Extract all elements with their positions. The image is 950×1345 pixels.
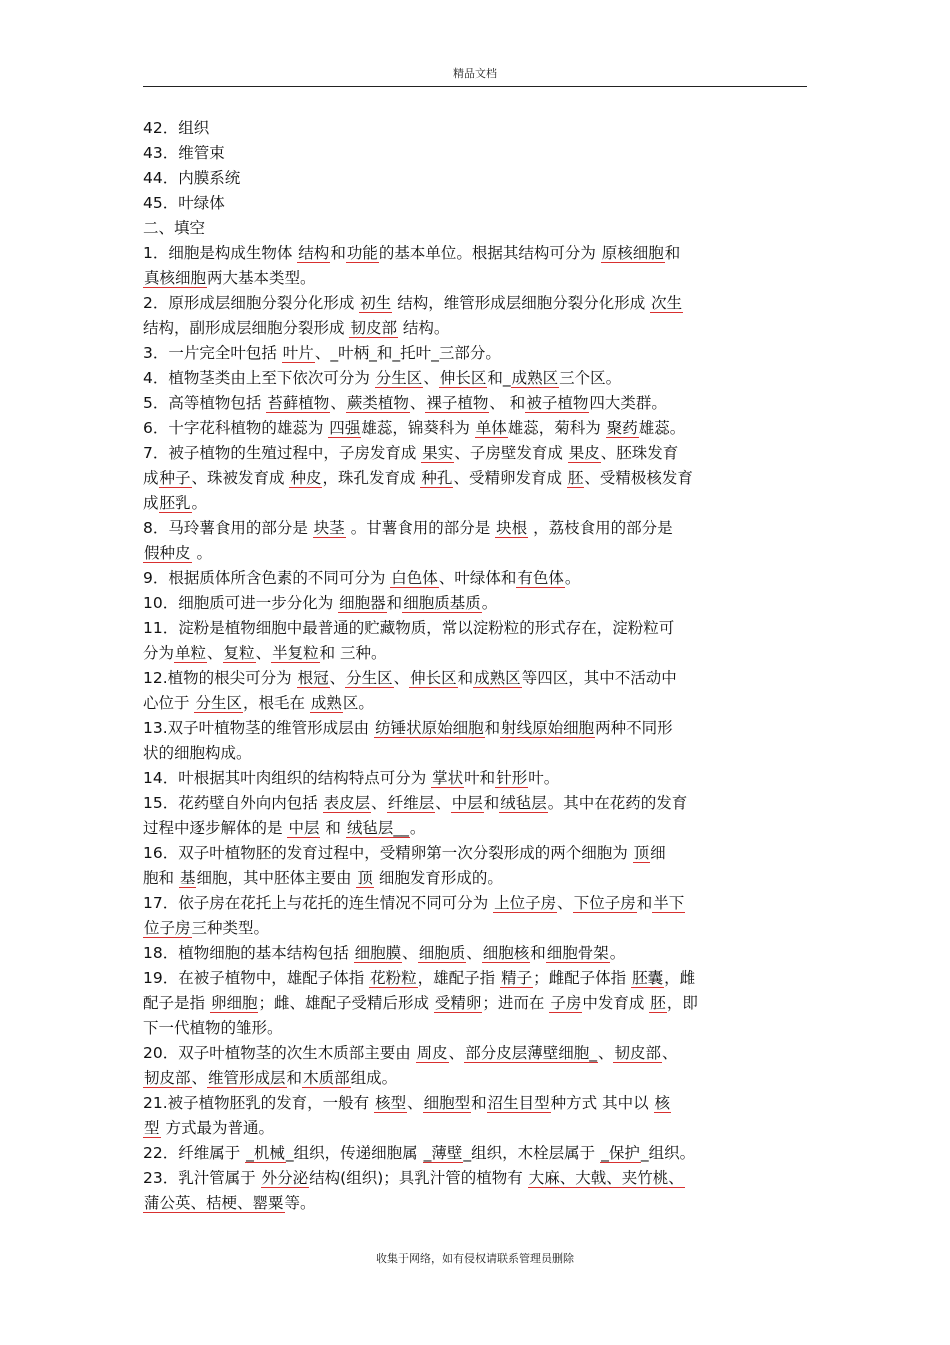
answer-blank: 种皮 bbox=[290, 469, 322, 487]
answer-blank: 初生 bbox=[360, 294, 392, 312]
text-segment: 成 bbox=[143, 494, 159, 512]
text-segment: 。 bbox=[409, 819, 426, 837]
text-line bbox=[143, 716, 803, 741]
answer-blank: 裸子植物 bbox=[426, 394, 489, 412]
text-segment: 、 bbox=[402, 944, 418, 962]
text-segment: 、胚珠发育 bbox=[600, 444, 679, 462]
text-line bbox=[143, 366, 803, 391]
text-segment: 细 bbox=[650, 844, 666, 862]
answer-blank: 子房 bbox=[550, 994, 582, 1012]
answer-blank: 被子植物 bbox=[526, 394, 589, 412]
text-segment: 、受精卵发育成 bbox=[453, 469, 567, 487]
text-line bbox=[143, 616, 803, 641]
text-segment: 和 bbox=[386, 594, 403, 612]
text-segment: 。 bbox=[564, 569, 581, 587]
answer-blank: 胚 bbox=[567, 469, 584, 487]
text-segment: 、 bbox=[393, 669, 410, 687]
answer-blank: 韧皮部 bbox=[614, 1044, 661, 1062]
text-segment: 3．一片完全叶包括 bbox=[143, 344, 282, 362]
text-segment: 过程中逐步解体的是 bbox=[143, 819, 288, 837]
text-segment: 22．纤维属于 bbox=[143, 1144, 246, 1162]
text-line bbox=[143, 666, 803, 691]
text-segment: 7．被子植物的生殖过程中，子房发育成 bbox=[143, 444, 422, 462]
text-line bbox=[143, 141, 803, 166]
answer-blank: 苔藓植物 bbox=[267, 394, 330, 412]
answer-blank: 周皮 bbox=[416, 1044, 448, 1062]
answer-blank: 真核细胞 bbox=[144, 269, 207, 287]
answer-blank: 块茎 bbox=[313, 519, 345, 537]
text-segment: 17．依子房在花托上与花托的连生情况不同可分为 bbox=[143, 894, 494, 912]
answer-blank: 部分皮层薄壁细胞_ bbox=[465, 1044, 597, 1062]
text-line bbox=[143, 291, 803, 316]
answer-blank: 射线原始细胞 bbox=[501, 719, 595, 737]
text-line bbox=[143, 591, 803, 616]
text-segment: 。其中在花药的发育 bbox=[547, 794, 688, 812]
text-line bbox=[143, 241, 803, 266]
text-segment: 和 bbox=[286, 1069, 303, 1087]
text-segment: 、受精极核发育 bbox=[584, 469, 693, 487]
text-segment: 雄蕊，菊科为 bbox=[507, 419, 606, 437]
text-segment: 配子是指 bbox=[143, 994, 210, 1012]
text-segment: 。 bbox=[191, 544, 212, 562]
text-segment: 、 bbox=[207, 644, 223, 662]
text-segment: 两种不同形 bbox=[595, 719, 673, 737]
answer-blank: 细胞骨架 bbox=[546, 944, 609, 962]
text-segment: 14．叶根据其叶肉组织的结构特点可分为 bbox=[143, 769, 432, 787]
text-segment: 、 bbox=[191, 1069, 208, 1087]
answer-blank: 纤维层 bbox=[387, 794, 435, 812]
text-segment: 1．细胞是构成生物体 bbox=[143, 244, 298, 262]
text-segment: 2．原形成层细胞分裂分化形成 bbox=[143, 294, 360, 312]
answer-blank: 细胞核 bbox=[482, 944, 530, 962]
text-segment: 四大类群。 bbox=[589, 394, 667, 412]
text-segment: 4．植物茎类由上至下依次可分为 bbox=[143, 369, 375, 387]
answer-blank: 有色体 bbox=[517, 569, 564, 587]
text-segment: 、 bbox=[423, 369, 439, 387]
text-segment: 、 bbox=[409, 394, 426, 412]
text-segment: 和 bbox=[471, 1094, 487, 1112]
answer-blank: 绒毡层 bbox=[500, 794, 547, 812]
text-line bbox=[143, 866, 803, 891]
text-segment: _组织。 bbox=[640, 1144, 696, 1162]
text-line bbox=[143, 791, 803, 816]
text-segment: ，雌 bbox=[664, 969, 696, 987]
text-segment: 43．维管束 bbox=[143, 144, 225, 162]
answer-blank: 复粒 bbox=[223, 644, 255, 662]
answer-blank: 中层 bbox=[451, 794, 483, 812]
text-segment: 12.植物的根尖可分为 bbox=[143, 669, 297, 687]
text-segment: ，雄配子指 bbox=[417, 969, 501, 987]
text-segment: 23．乳汁管属于 bbox=[143, 1169, 261, 1187]
text-segment: 42．组织 bbox=[143, 119, 210, 137]
text-segment: 中发育成 bbox=[582, 994, 650, 1012]
text-line bbox=[143, 766, 803, 791]
answer-blank: 伸长区 bbox=[439, 369, 487, 387]
text-segment: 叶。 bbox=[528, 769, 560, 787]
answer-blank: 细胞器 bbox=[339, 594, 386, 612]
text-segment: 和_ bbox=[487, 369, 511, 387]
answer-blank: 纺锤状原始细胞 bbox=[375, 719, 484, 737]
text-segment: 。甘薯食用的部分是 bbox=[345, 519, 496, 537]
text-segment: 45．叶绿体 bbox=[143, 194, 225, 212]
answer-blank: 果实 bbox=[422, 444, 454, 462]
answer-blank: 细胞质基质 bbox=[403, 594, 481, 612]
text-line bbox=[143, 741, 803, 766]
text-line bbox=[143, 441, 803, 466]
answer-blank: 细胞质 bbox=[418, 944, 466, 962]
text-segment: 10．细胞质可进一步分化为 bbox=[143, 594, 339, 612]
text-segment: 、 bbox=[407, 1094, 423, 1112]
text-line bbox=[143, 191, 803, 216]
text-line bbox=[143, 416, 803, 441]
text-segment: 、 bbox=[466, 944, 482, 962]
text-line bbox=[143, 341, 803, 366]
text-segment: 和 bbox=[330, 244, 346, 262]
answer-blank: 花粉粒 bbox=[370, 969, 417, 987]
answer-blank: 聚药 bbox=[606, 419, 638, 437]
text-segment: 19．在被子植物中，雄配子体指 bbox=[143, 969, 370, 987]
text-segment: 叶和 bbox=[464, 769, 496, 787]
text-segment: 二、填空 bbox=[143, 219, 206, 237]
text-line bbox=[143, 816, 803, 841]
text-segment: 5．高等植物包括 bbox=[143, 394, 267, 412]
text-line bbox=[143, 1141, 803, 1166]
text-line bbox=[143, 391, 803, 416]
text-line bbox=[143, 916, 803, 941]
text-segment: 结构(组织)；具乳汁管的植物有 bbox=[309, 1169, 528, 1187]
answer-blank: 核 bbox=[654, 1094, 671, 1112]
text-segment: 、 bbox=[661, 1044, 678, 1062]
text-segment: 8．马玲薯食用的部分是 bbox=[143, 519, 313, 537]
answer-blank: 白色体 bbox=[391, 569, 438, 587]
answer-blank: 针形 bbox=[496, 769, 528, 787]
answer-blank: 韧皮部 bbox=[144, 1069, 191, 1087]
text-line bbox=[143, 516, 803, 541]
text-segment: 21.被子植物胚乳的发育，一般有 bbox=[143, 1094, 375, 1112]
text-segment: 9．根据质体所含色素的不同可分为 bbox=[143, 569, 391, 587]
text-segment: ，即 bbox=[666, 994, 698, 1012]
answer-blank: 表皮层 bbox=[323, 794, 371, 812]
text-segment: 细胞发育形成的。 bbox=[373, 869, 503, 887]
text-line bbox=[143, 116, 803, 141]
text-segment: 种方式 其中以 bbox=[550, 1094, 654, 1112]
text-segment: 、 bbox=[255, 644, 272, 662]
answer-blank: 下位子房 bbox=[573, 894, 636, 912]
answer-blank: 蒲公英、桔梗、罂粟 bbox=[144, 1194, 284, 1212]
answer-blank: 分生区 bbox=[375, 369, 423, 387]
text-line bbox=[143, 316, 803, 341]
text-segment: ，珠孔发育成 bbox=[322, 469, 421, 487]
answer-blank: 次生 bbox=[651, 294, 683, 312]
text-segment: 16．双子叶植物胚的发育过程中，受精卵第一次分裂形成的两个细胞为 bbox=[143, 844, 633, 862]
answer-blank: 成熟区 bbox=[511, 369, 559, 387]
text-segment: ；进而在 bbox=[482, 994, 550, 1012]
text-segment: 胞和 bbox=[143, 869, 179, 887]
text-line bbox=[143, 1191, 803, 1216]
answer-blank: _机械 bbox=[246, 1144, 285, 1162]
text-segment: 、 bbox=[448, 1044, 465, 1062]
text-segment: 两大基本类型。 bbox=[207, 269, 316, 287]
answer-blank: 胚乳 bbox=[159, 494, 191, 512]
text-line bbox=[143, 941, 803, 966]
text-segment: 细胞，其中胚体主要由 bbox=[196, 869, 357, 887]
answer-blank: 伸长区 bbox=[410, 669, 457, 687]
text-segment: 成 bbox=[143, 469, 159, 487]
text-segment: 方式最为普通。 bbox=[160, 1119, 274, 1137]
text-segment: 、_叶柄_和_托叶_三部分。 bbox=[314, 344, 501, 362]
text-segment: 、珠被发育成 bbox=[191, 469, 290, 487]
text-segment: _组织，传递细胞属 bbox=[285, 1144, 423, 1162]
text-segment: 分为 bbox=[143, 644, 175, 662]
text-segment: 、 bbox=[597, 1044, 614, 1062]
answer-blank: 绒毡层__ bbox=[346, 819, 409, 837]
text-segment: 15．花药壁自外向内包括 bbox=[143, 794, 323, 812]
text-segment: 区。 bbox=[342, 694, 374, 712]
text-segment: 、叶绿体和 bbox=[438, 569, 517, 587]
text-line bbox=[143, 991, 803, 1016]
text-segment: 心位于 bbox=[143, 694, 195, 712]
answer-blank: 分生区 bbox=[346, 669, 393, 687]
text-line bbox=[143, 216, 803, 241]
text-line bbox=[143, 566, 803, 591]
text-segment: 11．淀粉是植物细胞中最普通的贮藏物质，常以淀粉粒的形式存在，淀粉粒可 bbox=[143, 619, 675, 637]
answer-blank: 胚 bbox=[650, 994, 666, 1012]
answer-blank: 成熟 bbox=[310, 694, 342, 712]
text-segment: 。 bbox=[481, 594, 498, 612]
text-segment: ，根毛在 bbox=[242, 694, 310, 712]
text-segment: ，荔枝食用的部分是 bbox=[528, 519, 673, 537]
answer-blank: 果皮 bbox=[568, 444, 600, 462]
text-segment: 。 bbox=[609, 944, 626, 962]
text-segment: 雄蕊。 bbox=[638, 419, 686, 437]
answer-blank: 基 bbox=[179, 869, 196, 887]
answer-blank: 大麻、大戟、夹竹桃、 bbox=[528, 1169, 684, 1187]
answer-blank: _薄壁 bbox=[423, 1144, 463, 1162]
answer-blank: 上位子房 bbox=[494, 894, 557, 912]
page-header bbox=[143, 64, 807, 87]
text-segment: 、 bbox=[557, 894, 573, 912]
text-segment: 、子房壁发育成 bbox=[454, 444, 568, 462]
text-segment: 结构，副形成层细胞分裂形成 bbox=[143, 319, 350, 337]
text-segment: 和 bbox=[457, 669, 474, 687]
answer-blank: 卵细胞 bbox=[210, 994, 258, 1012]
answer-blank: 掌状 bbox=[432, 769, 464, 787]
text-segment: 三种类型。 bbox=[191, 919, 270, 937]
answer-blank: 沼生目型 bbox=[487, 1094, 550, 1112]
answer-blank: 原核细胞 bbox=[601, 244, 664, 262]
answer-blank: 顶 bbox=[357, 869, 373, 887]
text-segment: 的基本单位。根据其结构可分为 bbox=[378, 244, 601, 262]
answer-blank: 种子 bbox=[159, 469, 191, 487]
text-segment: 。 bbox=[191, 494, 208, 512]
text-line bbox=[143, 691, 803, 716]
text-segment: 三个区。 bbox=[559, 369, 622, 387]
answer-blank: 结构 bbox=[298, 244, 330, 262]
text-segment: 、 bbox=[330, 394, 346, 412]
answer-blank: 单体 bbox=[475, 419, 507, 437]
answer-blank: 叶片 bbox=[282, 344, 314, 362]
text-segment: 、 和 bbox=[489, 394, 526, 412]
answer-blank: 分生区 bbox=[195, 694, 242, 712]
answer-blank: 细胞型 bbox=[423, 1094, 471, 1112]
text-line bbox=[143, 891, 803, 916]
answer-blank: 中层 bbox=[288, 819, 320, 837]
text-segment: 13.双子叶植物茎的维管形成层由 bbox=[143, 719, 375, 737]
answer-blank: _保护 bbox=[601, 1144, 640, 1162]
answer-blank: 维管形成层 bbox=[208, 1069, 286, 1087]
answer-blank: 顶 bbox=[633, 844, 650, 862]
text-line bbox=[143, 841, 803, 866]
text-segment: 和 三种。 bbox=[319, 644, 387, 662]
text-line bbox=[143, 641, 803, 666]
answer-blank: 假种皮 bbox=[144, 544, 191, 562]
text-line bbox=[143, 1041, 803, 1066]
text-line bbox=[143, 491, 803, 516]
answer-blank: 种孔 bbox=[421, 469, 453, 487]
text-segment: 、 bbox=[371, 794, 387, 812]
answer-blank: 半下 bbox=[653, 894, 685, 912]
answer-blank: 木质部 bbox=[303, 1069, 350, 1087]
answer-blank: 型 bbox=[144, 1119, 160, 1137]
text-segment: 和 bbox=[320, 819, 346, 837]
answer-blank: 精子 bbox=[501, 969, 533, 987]
answer-blank: 功能 bbox=[346, 244, 378, 262]
text-segment: 和 bbox=[530, 944, 546, 962]
document-body bbox=[143, 116, 803, 1216]
answer-blank: 成熟区 bbox=[474, 669, 521, 687]
text-segment: 结构，维管形成层细胞分裂分化形成 bbox=[392, 294, 651, 312]
text-segment: 等四区，其中不活动中 bbox=[521, 669, 677, 687]
text-segment: 下一代植物的雏形。 bbox=[143, 1019, 283, 1037]
answer-blank: 细胞膜 bbox=[354, 944, 402, 962]
text-segment: 、 bbox=[329, 669, 346, 687]
text-segment: 等。 bbox=[284, 1194, 316, 1212]
text-segment: ；雌配子体指 bbox=[533, 969, 632, 987]
text-line bbox=[143, 166, 803, 191]
answer-blank: 半复粒 bbox=[272, 644, 319, 662]
text-segment: 和 bbox=[483, 794, 500, 812]
answer-blank: 受精卵 bbox=[434, 994, 482, 1012]
text-segment: ；雌、雄配子受精后形成 bbox=[258, 994, 434, 1012]
text-segment: 44．内膜系统 bbox=[143, 169, 241, 187]
answer-blank: 核型 bbox=[375, 1094, 407, 1112]
text-segment: 组成。 bbox=[350, 1069, 398, 1087]
text-segment: 、 bbox=[435, 794, 451, 812]
text-line bbox=[143, 266, 803, 291]
text-line bbox=[143, 1016, 803, 1041]
answer-blank: 胚囊 bbox=[632, 969, 664, 987]
text-line bbox=[143, 466, 803, 491]
text-segment: 和 bbox=[636, 894, 653, 912]
text-segment: 和 bbox=[484, 719, 501, 737]
answer-blank: 块根 bbox=[496, 519, 528, 537]
answer-blank: 韧皮部 bbox=[350, 319, 397, 337]
text-segment: 状的细胞构成。 bbox=[143, 744, 252, 762]
footer-text: 收集于网络，如有侵权请联系管理员删除 bbox=[376, 1252, 574, 1265]
page-footer bbox=[0, 1250, 950, 1266]
answer-blank: 根冠 bbox=[297, 669, 329, 687]
text-segment: 6．十字花科植物的雄蕊为 bbox=[143, 419, 329, 437]
text-line bbox=[143, 1091, 803, 1116]
answer-blank: 单粒 bbox=[175, 644, 207, 662]
answer-blank: 四强 bbox=[329, 419, 361, 437]
answer-blank: 外分泌 bbox=[261, 1169, 309, 1187]
text-segment: 结构。 bbox=[397, 319, 450, 337]
text-line bbox=[143, 541, 803, 566]
text-line bbox=[143, 1066, 803, 1091]
text-line bbox=[143, 1116, 803, 1141]
text-segment: 18．植物细胞的基本结构包括 bbox=[143, 944, 354, 962]
text-segment: 雄蕊，锦葵科为 bbox=[361, 419, 475, 437]
answer-blank: 位子房 bbox=[144, 919, 191, 937]
text-line bbox=[143, 1166, 803, 1191]
header-title: 精品文档 bbox=[453, 67, 497, 80]
answer-blank: 蕨类植物 bbox=[346, 394, 409, 412]
text-line bbox=[143, 966, 803, 991]
text-segment: _组织，木栓层属于 bbox=[463, 1144, 601, 1162]
text-segment: 和 bbox=[664, 244, 681, 262]
text-segment: 20．双子叶植物茎的次生木质部主要由 bbox=[143, 1044, 416, 1062]
